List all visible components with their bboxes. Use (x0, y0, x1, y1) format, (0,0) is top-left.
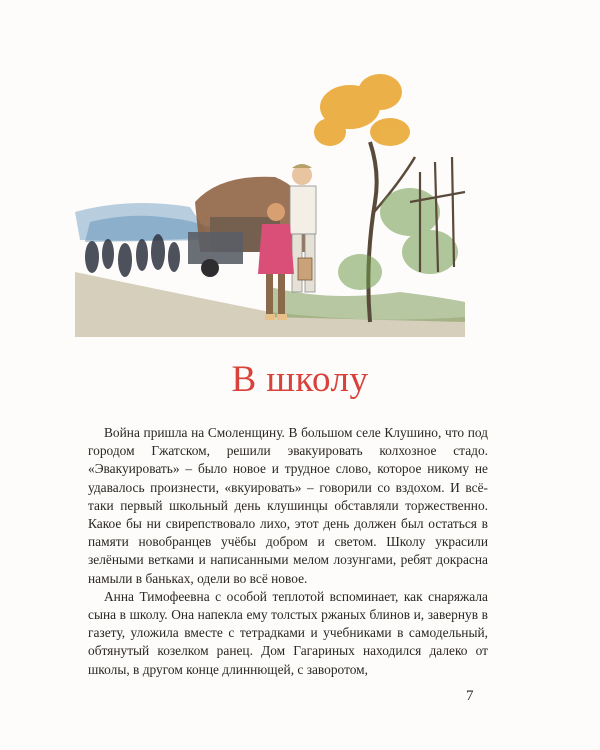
truck-wheel (201, 259, 219, 277)
chapter-illustration (70, 62, 470, 342)
page-number: 7 (466, 688, 474, 704)
paragraph: Война пришла на Смоленщину. В большом селе Клушино, что под городом Гжатском, решили эвакуировать колхозное стадо. «Эвакуировать» – было новое и трудное слово, которое никому не удавалось произнести, «вкуировать» – говорили со вздохом. И всё-таки первый школьный день клушинцы обставляли торжественно. Какое бы ни свирепствовало лихо, этот день должен был остаться в памяти новобранцев учёбы добром и светом. Школу украсили зелёными ветками и написанными мелом лозунгами, ребят докрасна намыли в баньках, одели во всё новое. (88, 425, 488, 586)
paragraph: Анна Тимофеевна с особой теплотой вспоминает, как снаряжала сына в школу. Она напекла ему толстых ржаных блинов и, завернув в газету, уложила вместе с тетрадками и учебниками в самодельный, обтянутый козелком ранец. Дом Гагариных находился далеко от школы, в другом конце длиннющей, с заворотом, (88, 588, 488, 677)
truck (188, 232, 243, 264)
body-text (88, 424, 488, 679)
tree-foliage (314, 74, 410, 146)
chapter-title: В школу (231, 359, 369, 400)
satchel (298, 258, 312, 280)
green-foliage (338, 188, 458, 290)
